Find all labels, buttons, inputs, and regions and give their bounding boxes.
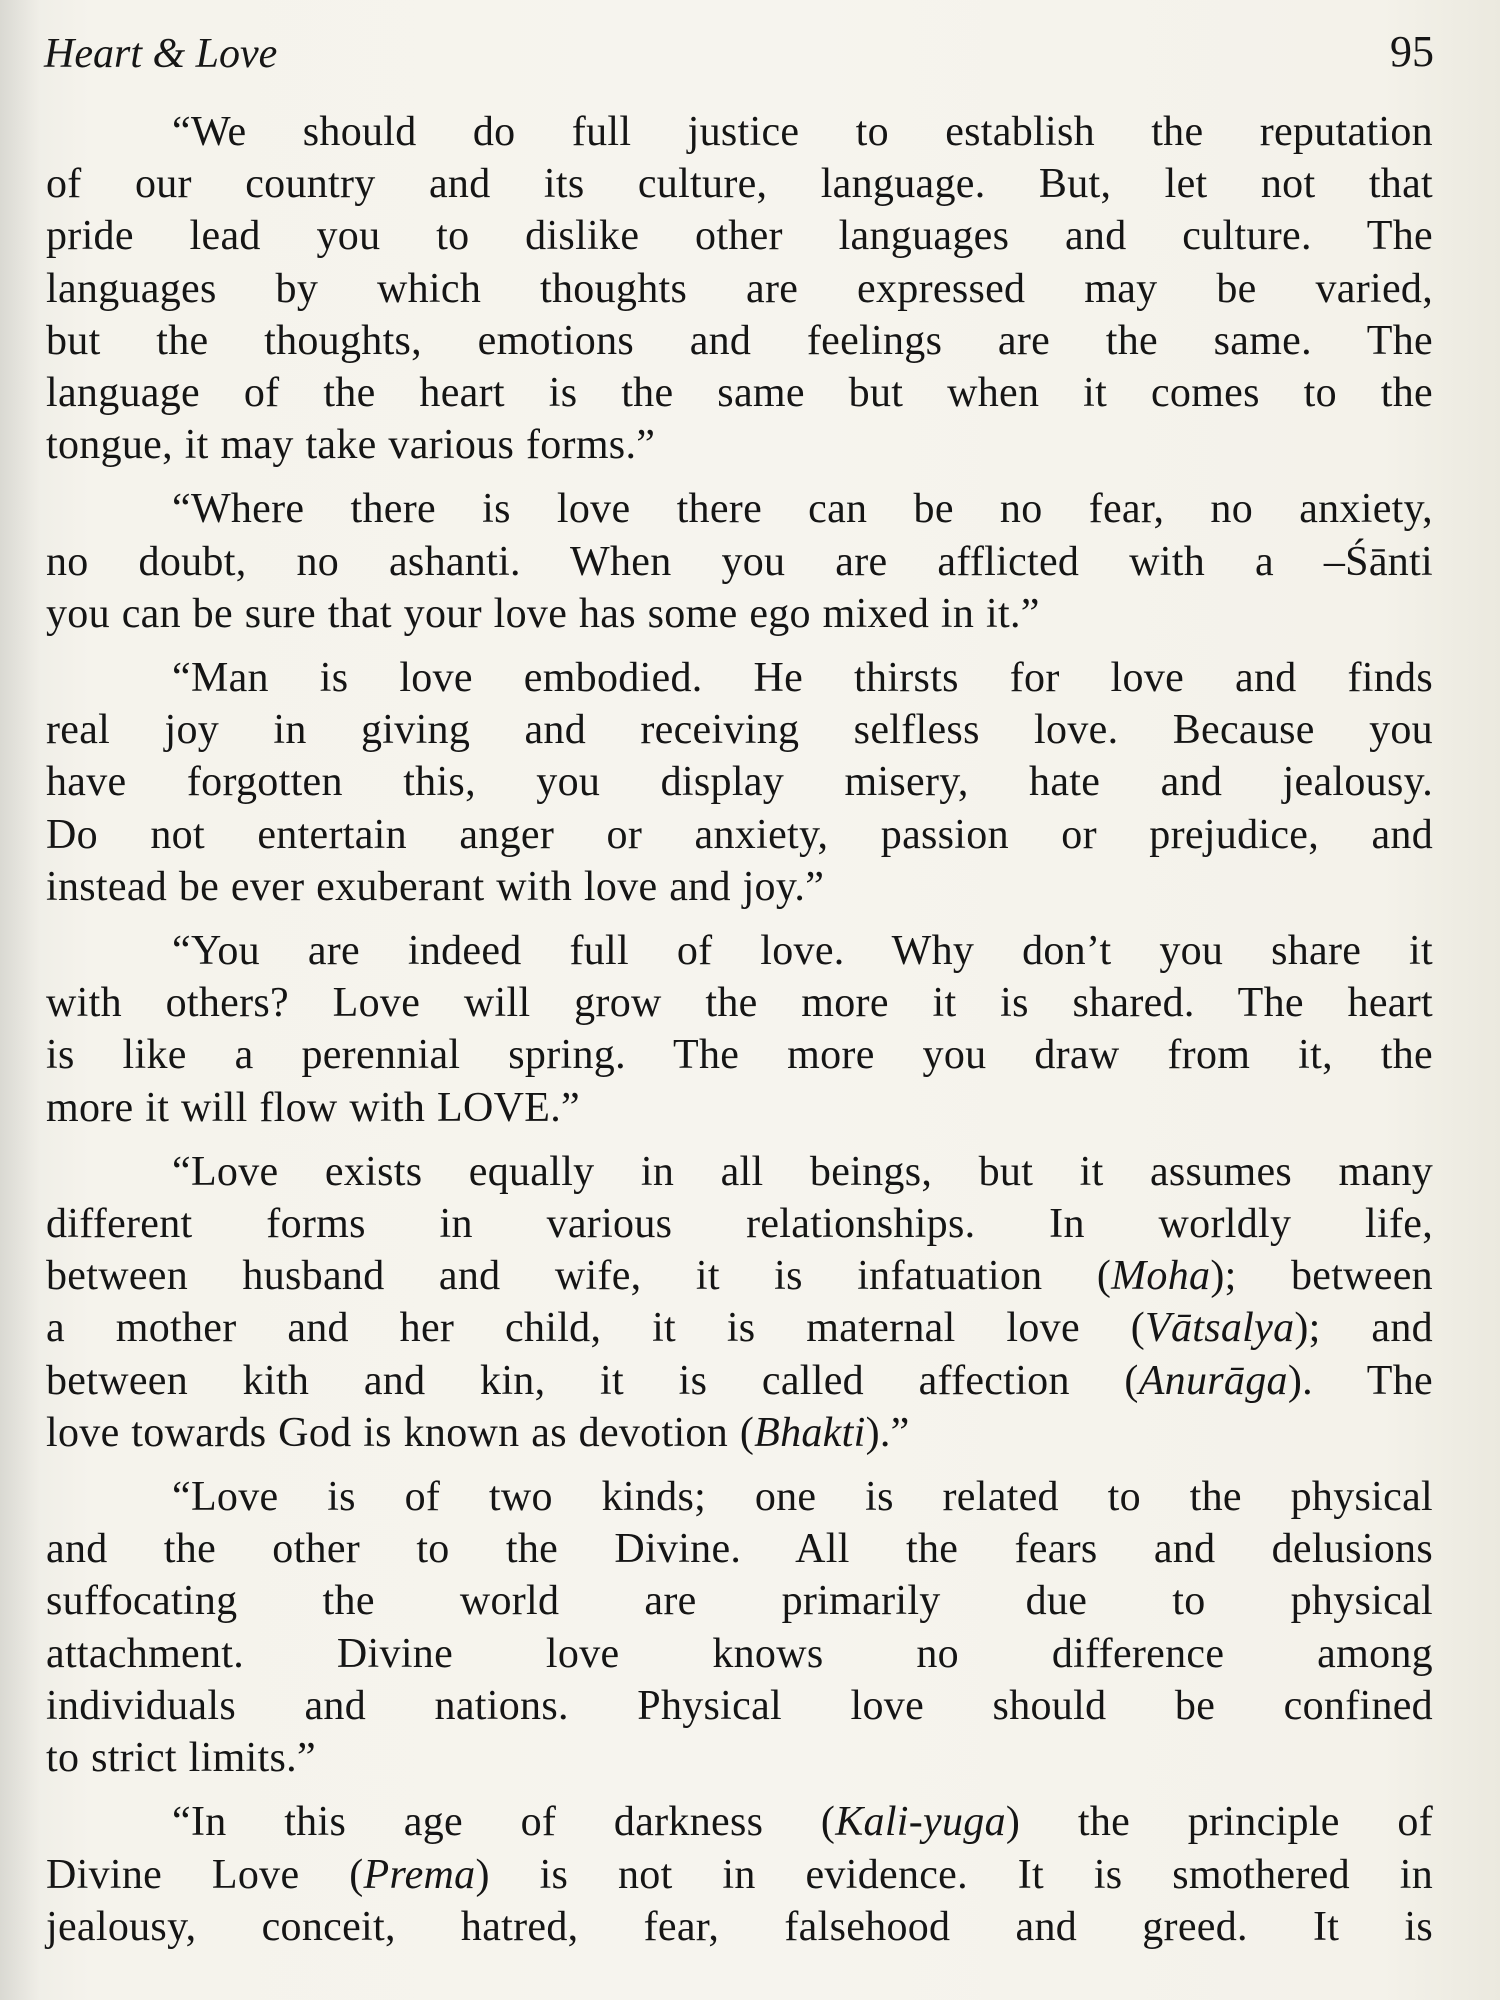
text-line: and the other to the Divine. All the fears and delusions [46, 1526, 1433, 1573]
text-line: Do not entertain anger or anxiety, passion or prejudice, and [46, 811, 1433, 858]
text-span: ); and [1294, 1305, 1433, 1352]
text-span: love towards God is known as devotion ( [46, 1409, 755, 1456]
text-line: “We should do full justice to establish the reputation [172, 109, 1433, 155]
text-line: more it will flow with LOVE.” [46, 1084, 580, 1131]
text-line: pride lead you to dislike other languages and culture. The [46, 213, 1433, 260]
body-text [46, 106, 1433, 1965]
text-line: no doubt, no ashanti. When you are afflicted with a –Śānti [46, 538, 1433, 585]
text-span: “In this age of darkness ( [172, 1799, 836, 1846]
text-span: ) the principle of [1005, 1799, 1433, 1846]
text-line: attachment. Divine love knows no difference among [46, 1630, 1433, 1677]
sanskrit-term: Kali-yuga [835, 1799, 1006, 1846]
text-line [46, 1901, 1433, 1953]
text-line [46, 1250, 1433, 1302]
text-line: you can be sure that your love has some ego mixed in it.” [46, 590, 1040, 637]
text-span: different forms in various relationships. In worldly life, [46, 1201, 1433, 1248]
sanskrit-term: Bhakti [754, 1409, 866, 1456]
text-span: “Love exists equally in all beings, but it assumes many [172, 1148, 1433, 1195]
paragraph-5 [46, 1146, 1433, 1459]
text-line: “You are indeed full of love. Why don’t you share it [172, 928, 1433, 975]
chapter-title: Heart & Love [44, 31, 278, 77]
text-line: language of the heart is the same but when it comes to the [46, 370, 1433, 417]
page-shadow [0, 0, 40, 2000]
sanskrit-term: Moha [1111, 1253, 1211, 1300]
text-line [46, 1849, 1433, 1901]
paragraph-6 [46, 1471, 1433, 1784]
text-line [46, 1198, 1433, 1250]
sanskrit-term: Prema [363, 1851, 476, 1898]
text-line: individuals and nations. Physical love should be confined [46, 1682, 1433, 1729]
text-line: languages by which thoughts are expressed may be varied, [46, 265, 1433, 312]
text-line: with others? Love will grow the more it is shared. The heart [46, 980, 1433, 1027]
text-line: suffocating the world are primarily due to physical [46, 1578, 1433, 1625]
text-line [46, 1796, 1433, 1848]
text-line: “Love is of two kinds; one is related to the physical [172, 1474, 1433, 1521]
text-span: ). The [1287, 1357, 1433, 1404]
text-line: is like a perennial spring. The more you draw from it, the [46, 1032, 1433, 1079]
text-line: “Where there is love there can be no fear, no anxiety, [172, 486, 1433, 533]
text-span: between kith and kin, it is called affection ( [46, 1357, 1139, 1404]
text-span: jealousy, conceit, hatred, fear, falsehood and greed. It is [46, 1903, 1433, 1950]
text-span: ) is not in evidence. It is smothered in [475, 1851, 1433, 1898]
paragraph-3 [46, 652, 1433, 913]
paragraph-4 [46, 925, 1433, 1134]
running-header [44, 18, 1434, 88]
text-line: of our country and its culture, language. But, let not that [46, 161, 1433, 208]
page-number: 95 [1390, 27, 1434, 76]
sanskrit-term: Vātsalya [1144, 1305, 1295, 1352]
text-line: to strict limits.” [46, 1735, 316, 1782]
text-line [46, 1146, 1433, 1198]
text-line [46, 1302, 1433, 1354]
text-line: tongue, it may take various forms.” [46, 422, 656, 469]
text-line: real joy in giving and receiving selfless love. Because you [46, 707, 1433, 754]
paragraph-1 [46, 106, 1433, 471]
text-line [46, 1407, 1433, 1459]
text-line: “Man is love embodied. He thirsts for love and finds [172, 655, 1433, 702]
text-span: between husband and wife, it is infatuation ( [46, 1253, 1112, 1300]
paragraph-2 [46, 483, 1433, 640]
text-span: a mother and her child, it is maternal love ( [46, 1305, 1145, 1352]
text-span: ).” [865, 1409, 910, 1456]
sanskrit-term: Anurāga [1138, 1357, 1288, 1404]
text-line: have forgotten this, you display misery, hate and jealousy. [46, 759, 1433, 806]
text-span: ); between [1210, 1253, 1433, 1300]
text-line: but the thoughts, emotions and feelings are the same. The [46, 317, 1433, 364]
paragraph-7 [46, 1796, 1433, 1953]
text-line [46, 1355, 1433, 1407]
text-span: Divine Love ( [46, 1851, 364, 1898]
text-line: instead be ever exuberant with love and joy.” [46, 863, 825, 910]
